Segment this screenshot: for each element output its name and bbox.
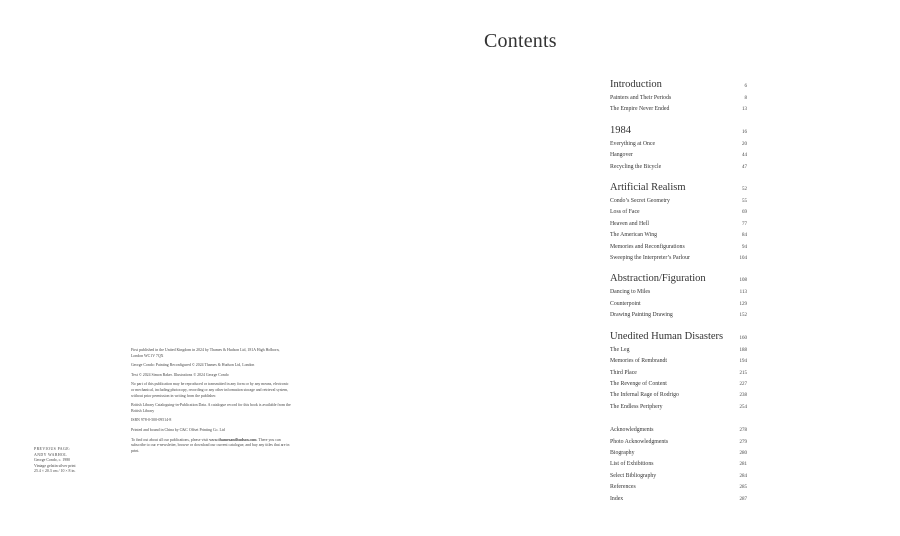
entry-page: 278 — [739, 428, 747, 434]
entry-title: The Leg — [610, 346, 630, 353]
entry-title: Hangover — [610, 152, 633, 159]
toc-entry[interactable] — [610, 196, 747, 207]
toc-back-matter — [610, 425, 747, 505]
entry-title: Third Place — [610, 369, 637, 376]
toc-entry[interactable] — [610, 482, 747, 493]
entry-title: Recycling the Bicycle — [610, 163, 662, 170]
frontispiece-caption — [34, 447, 104, 475]
entry-page: 281 — [739, 462, 747, 468]
toc-entry[interactable] — [610, 425, 747, 436]
entry-title: Acknowledgments — [610, 427, 654, 434]
imprint-isbn: ISBN 978-0-500-09514-8 — [131, 418, 172, 423]
publisher-website-link[interactable]: www.thamesandhudson.com — [209, 437, 257, 442]
toc-entry[interactable] — [610, 253, 747, 264]
imprint-rights: No part of this publication may be reproduced or transmitted in any form or by any means, electronic or mechanical, including photocopy, recording or any other information storage and retrieval system, without prior permission in writing from the publisher. — [131, 382, 289, 398]
toc-entry[interactable] — [610, 207, 747, 218]
toc-entry[interactable] — [610, 150, 747, 161]
entry-title: Biography — [610, 449, 635, 456]
imprint-printer: Printed and bound in China by C&C Offset Printing Co. Ltd — [131, 427, 225, 432]
entry-title: Drawing Painting Drawing — [610, 312, 673, 319]
toc-section-heading[interactable] — [610, 78, 747, 93]
toc-entry[interactable] — [610, 287, 747, 298]
entry-title: Sweeping the Interpreter’s Parlour — [610, 255, 690, 262]
toc-section — [610, 78, 747, 116]
entry-title: Loss of Face — [610, 209, 640, 216]
toc-entry[interactable] — [610, 104, 747, 115]
toc-entry[interactable] — [610, 93, 747, 104]
toc-entry[interactable] — [610, 402, 747, 413]
entry-title: Everything at Once — [610, 140, 656, 147]
entry-page: 113 — [739, 290, 747, 296]
toc-entry[interactable] — [610, 459, 747, 470]
entry-page: 238 — [739, 393, 747, 399]
toc-entry[interactable] — [610, 242, 747, 253]
toc-entry[interactable] — [610, 219, 747, 230]
toc-section — [610, 330, 747, 413]
toc-entry[interactable] — [610, 494, 747, 505]
toc-entry[interactable] — [610, 379, 747, 390]
toc-section-heading[interactable] — [610, 124, 747, 139]
toc-section-heading[interactable] — [610, 181, 747, 196]
entry-title: Memories and Reconfigurations — [610, 243, 685, 250]
imprint-copyright: George Condo: Painting Reconfigured © 2024 Thames & Hudson Ltd, London — [131, 363, 255, 368]
entry-page: 287 — [739, 496, 747, 502]
entry-title: Heaven and Hell — [610, 220, 649, 227]
entry-page: 44 — [742, 153, 747, 159]
toc-section — [610, 124, 747, 173]
caption-label: PREVIOUS PAGE: — [34, 447, 71, 451]
entry-page: 20 — [742, 141, 747, 147]
entry-title: Dancing to Miles — [610, 289, 651, 296]
entry-page: 279 — [739, 439, 747, 445]
imprint-cataloguing: British Library Cataloguing-in-Publication Data. A catalogue record for this book is available from the British Library — [131, 403, 291, 413]
entry-title: The Endless Periphery — [610, 403, 663, 410]
entry-page: 69 — [742, 210, 747, 216]
entry-title: References — [610, 484, 636, 491]
section-title: Unedited Human Disasters — [610, 330, 724, 342]
section-title: Abstraction/Figuration — [610, 273, 706, 285]
toc-section-heading[interactable] — [610, 272, 747, 287]
toc-entry[interactable] — [610, 437, 747, 448]
toc-entry[interactable] — [610, 230, 747, 241]
entry-title: Photo Acknowledgments — [610, 438, 669, 445]
toc-entry[interactable] — [610, 299, 747, 310]
entry-page: 254 — [739, 404, 747, 410]
entry-page: 129 — [739, 301, 747, 307]
caption-line: George Condo, c. 1980 — [34, 458, 71, 463]
toc-section-heading[interactable] — [610, 330, 747, 345]
entry-page: 8 — [744, 96, 747, 101]
entry-title: Painters and Their Periods — [610, 95, 672, 101]
toc-entry[interactable] — [610, 448, 747, 459]
imprint-text-credit: Text © 2024 Simon Baker. Illustrations © 2024 George Condo — [131, 372, 229, 377]
caption-line: 25.4 × 20.3 cm / 10 × 8 in. — [34, 469, 76, 474]
toc-entry[interactable] — [610, 471, 747, 482]
section-title: Artificial Realism — [610, 182, 686, 194]
entry-page: 285 — [739, 485, 747, 491]
copyright-imprint — [131, 348, 291, 458]
entry-title: Counterpoint — [610, 300, 641, 307]
entry-page: 94 — [742, 244, 747, 250]
entry-title: List of Exhibitions — [610, 461, 654, 468]
entry-page: 55 — [742, 199, 747, 205]
section-page: 16 — [742, 129, 747, 135]
entry-title: Condo’s Secret Geometry — [610, 198, 670, 205]
section-page: 160 — [739, 335, 747, 341]
entry-page: 13 — [742, 107, 747, 113]
entry-page: 215 — [739, 370, 747, 376]
entry-title: The American Wing — [610, 232, 657, 239]
toc-entry[interactable] — [610, 345, 747, 356]
entry-page: 47 — [742, 164, 747, 170]
toc-section — [610, 181, 747, 264]
section-title: Introduction — [610, 79, 662, 90]
entry-page: 104 — [739, 256, 747, 262]
entry-title: The Revenge of Content — [610, 380, 667, 387]
toc-entry[interactable] — [610, 162, 747, 173]
entry-title: Index — [610, 495, 624, 502]
entry-title: Memories of Rembrandt — [610, 358, 667, 365]
toc-entry[interactable] — [610, 368, 747, 379]
entry-page: 227 — [739, 381, 747, 387]
entry-page: 188 — [739, 347, 747, 353]
toc-entry[interactable] — [610, 310, 747, 321]
section-title: 1984 — [610, 124, 631, 136]
section-page: 52 — [742, 187, 747, 193]
entry-page: 77 — [742, 221, 747, 227]
toc-entry[interactable] — [610, 390, 747, 401]
toc-entry[interactable] — [610, 139, 747, 150]
entry-title: The Infernal Rage of Rodrigo — [610, 392, 679, 399]
toc-section — [610, 272, 747, 321]
section-page: 6 — [744, 84, 747, 89]
entry-page: 284 — [739, 473, 747, 479]
caption-line: Vintage gelatin silver print — [34, 463, 76, 468]
table-of-contents — [610, 78, 747, 513]
entry-page: 152 — [739, 313, 747, 319]
entry-page: 84 — [742, 233, 747, 239]
section-page: 108 — [739, 278, 747, 284]
toc-entry[interactable] — [610, 356, 747, 367]
page-title: Contents — [484, 30, 557, 52]
imprint-website-note: To find out about all our publications, please visit www.thamesandhudson.com. There you can subscribe to our e-newsletter, browse or download our current catalogue, and buy any titles that are in print. — [131, 437, 290, 453]
entry-page: 194 — [739, 359, 747, 365]
entry-title: Select Bibliography — [610, 472, 657, 479]
caption-artist: ANDY WARHOL — [34, 452, 68, 457]
imprint-publication: First published in the United Kingdom in 2024 by Thames & Hudson Ltd, 181A High Holborn, London WC1V 7QX — [131, 348, 280, 358]
entry-page: 280 — [739, 450, 747, 456]
entry-title: The Empire Never Ended — [610, 106, 670, 113]
